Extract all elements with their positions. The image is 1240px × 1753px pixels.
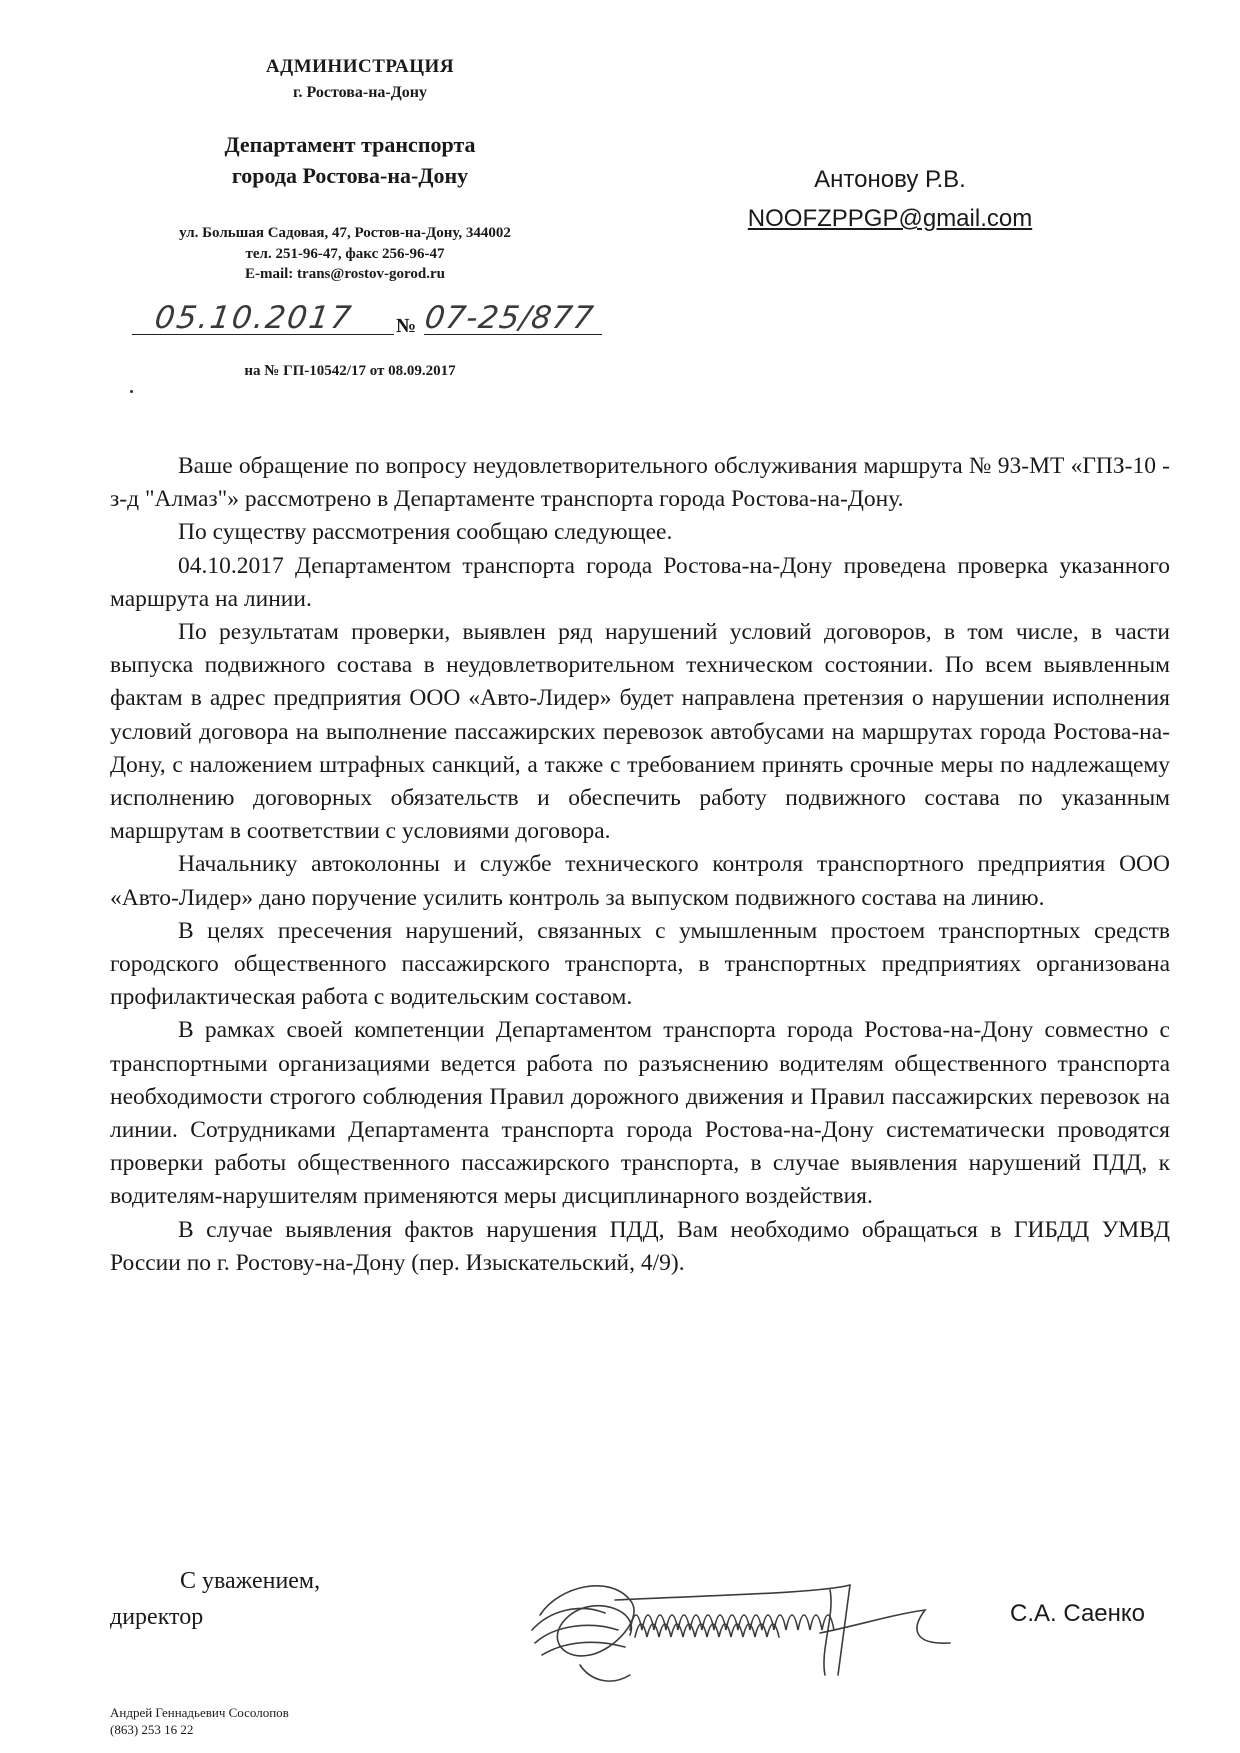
number-sign: № — [396, 315, 417, 337]
administration-title: АДМИНИСТРАЦИЯ — [265, 56, 455, 77]
department-name-line2: города Ростова-на-Дону — [231, 163, 469, 188]
paragraph: Начальнику автоколонны и службе технического контроля транспортного предприятия ООО «Авто-Лидер» дано поручение усилить контроль за выпуском подвижного состава на линию. — [110, 851, 1170, 911]
executor-phone: (863) 253 16 22 — [110, 1722, 194, 1737]
paragraph: По существу рассмотрения сообщаю следующее. — [178, 519, 673, 546]
outgoing-date: 05.10.2017 — [152, 300, 356, 336]
incoming-reference: на № ГП-10542/17 от 08.09.2017 — [244, 363, 456, 379]
number-underline — [424, 334, 602, 335]
handwritten-signature — [520, 1555, 970, 1705]
date-underline — [132, 334, 394, 335]
paragraph: В целях пресечения нарушений, связанных с умышленным простоем транспортных средств городского общественного пассажирского транспорта, в транспортных предприятиях организована профилактическая работа с водительским составом. — [110, 917, 1170, 1011]
outgoing-number: 07-25/877 — [422, 300, 597, 336]
paragraph: Ваше обращение по вопросу неудовлетворительного обслуживания маршрута № 93-МТ «ГПЗ-10 - з-д "Алмаз"» рассмотрено в Департаменте транспорта города Ростова-на-Дону. — [110, 453, 1170, 513]
recipient-name: Антонову Р.В. — [814, 166, 966, 193]
department-name-line1: Департамент транспорта — [224, 132, 476, 157]
administration-city: г. Ростова-на-Дону — [293, 84, 427, 101]
recipient-email: NOOFZPPGP@gmail.com — [747, 205, 1033, 232]
paragraph: В случае выявления фактов нарушения ПДД, Вам необходимо обращаться в ГИБДД УМВД России по г. Ростову-на-Дону (пер. Изыскательский, 4/9). — [110, 1216, 1170, 1276]
recipient-email-line — [700, 205, 1080, 233]
paragraph: По результатам проверки, выявлен ряд нарушений условий договоров, в том числе, в части выпуска подвижного состава в неудовлетворительном техническом состоянии. По всем выявленным фактам в адрес предприятия ООО «Авто-Лидер» будет направлена претензия о нарушении исполнения условий договора на выполнение пассажирских перевозок автобусами на маршрутах города Ростова-на-Дону, с наложением штрафных санкций, а также с требованием принять срочные меры по надлежащему исполнению договорных обязательств и обеспечить работу подвижного состава по указанным маршрутам в соответствии с условиями договора. — [110, 619, 1170, 845]
signatory-name: С.А. Саенко — [1010, 1600, 1146, 1627]
department-address: ул. Большая Садовая, 47, Ростов-на-Дону, 344002 — [179, 225, 511, 241]
executor-name: Андрей Геннадьевич Сосолопов — [110, 1705, 289, 1720]
paragraph: 04.10.2017 Департаментом транспорта города Ростова-на-Дону проведена проверка указанного маршрута на линии. — [110, 552, 1170, 612]
department-phone: тел. 251-96-47, факс 256-96-47 — [245, 246, 445, 262]
letter-body — [110, 450, 1170, 1280]
closing-position: директор — [110, 1604, 204, 1630]
scan-speck — [130, 390, 133, 393]
paragraph: В рамках своей компетенции Департаментом транспорта города Ростова-на-Дону совместно с транспортными организациями ведется работа по разъяснению водителям общественного транспорта необходимости строгого соблюдения Правил дорожного движения и Правил пассажирских перевозок на линии. Сотрудниками Департамента транспорта города Ростова-на-Дону систематически проводятся проверки работы общественного пассажирского транспорта, в случае выявления нарушений ПДД, к водителям-нарушителям применяются меры дисциплинарного воздействия. — [110, 1017, 1170, 1210]
closing-regards: С уважением, — [180, 1568, 321, 1594]
department-email: E-mail: trans@rostov-gorod.ru — [244, 266, 446, 282]
